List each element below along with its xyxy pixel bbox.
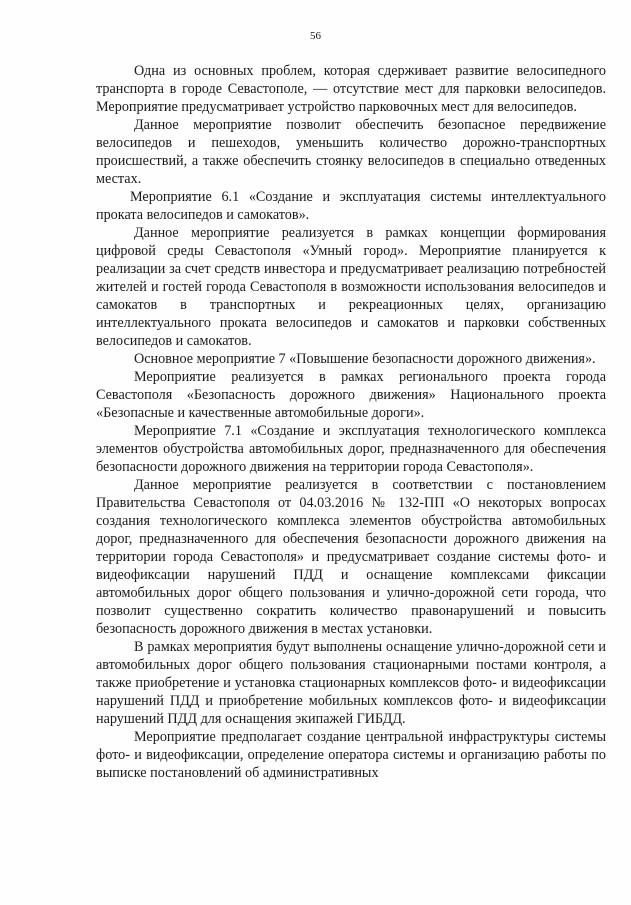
paragraph-equipment-installation: В рамках мероприятия будут выполнены оснащение улично-дорожной сети и автомобильных дорог общего пользования стационарными постами контроля, а также приобретение и установка стационарных комплексов фото- и видеофиксации нарушений ПДД и приобретение мобильных комплексов фото- и видеофиксации нарушений ПДД для оснащения экипажей ГИБДД. <box>96 639 606 727</box>
paragraph-smart-city: Данное мероприятие реализуется в рамках концепции формирования цифровой среды Севастополя «Умный город». Мероприятие планируется к реализации за счет средств инвестора и предусматривает реализацию потребностей жителей и гостей города Севастополя в возможности использования велосипедов и самокатов в транспортных и рекреационных целях, организацию интеллектуального проката велосипедов и самокатов и парковки собственных велосипедов и самокатов. <box>96 225 606 349</box>
page-number: 56 <box>310 30 321 42</box>
paragraph-bicycle-parking-problem: Одна из основных проблем, которая сдерживает развитие велосипедного транспорта в городе Севастополе, — отсутствие мест для парковки велосипедов. Мероприятие предусматривает устройство парковочных мест для велосипедов. <box>96 63 606 115</box>
paragraph-safe-movement: Данное мероприятие позволит обеспечить безопасное передвижение велосипедов и пешеходов, уменьшить количество дорожно-транспортных происшествий, а также обеспечить стоянку велосипедов в специально отведенных местах. <box>96 117 606 187</box>
paragraph-central-infrastructure: Мероприятие предполагает создание центральной инфраструктуры системы фото- и видеофиксации, определение оператора системы и организацию работы по выписке постановлений об административных <box>96 729 606 781</box>
paragraph-regional-project: Мероприятие реализуется в рамках регионального проекта города Севастополя «Безопасность дорожного движения» Национального проекта «Безопасные и качественные автомобильные дороги». <box>96 369 606 421</box>
paragraph-measure-6-1-heading: Мероприятие 6.1 «Создание и эксплуатация системы интеллектуального проката велосипедов и самокатов». <box>96 189 606 223</box>
paragraph-main-measure-7-heading: Основное мероприятие 7 «Повышение безопасности дорожного движения». <box>134 351 596 367</box>
paragraph-measure-7-1-heading: Мероприятие 7.1 «Создание и эксплуатация технологического комплекса элементов обустройства автомобильных дорог, предназначенного для обеспечения безопасности дорожного движения на территории города Севастополя». <box>96 423 606 475</box>
paragraph-government-decree: Данное мероприятие реализуется в соответствии с постановлением Правительства Севастополя от 04.03.2016 № 132-ПП «О некоторых вопросах создания технологического комплекса элементов обустройства автомобильных дорог, предназначенного для обеспечения безопасности дорожного движения на территории города Севастополя» и предусматривает создание системы фото- и видеофиксации нарушений ПДД и оснащение комплексами фиксации автомобильных дорог общего пользования и улично-дорожной сети города, что позволит существенно сократить количество правонарушений и повысить безопасность дорожного движения в местах установки. <box>96 477 606 637</box>
document-body <box>96 62 606 782</box>
